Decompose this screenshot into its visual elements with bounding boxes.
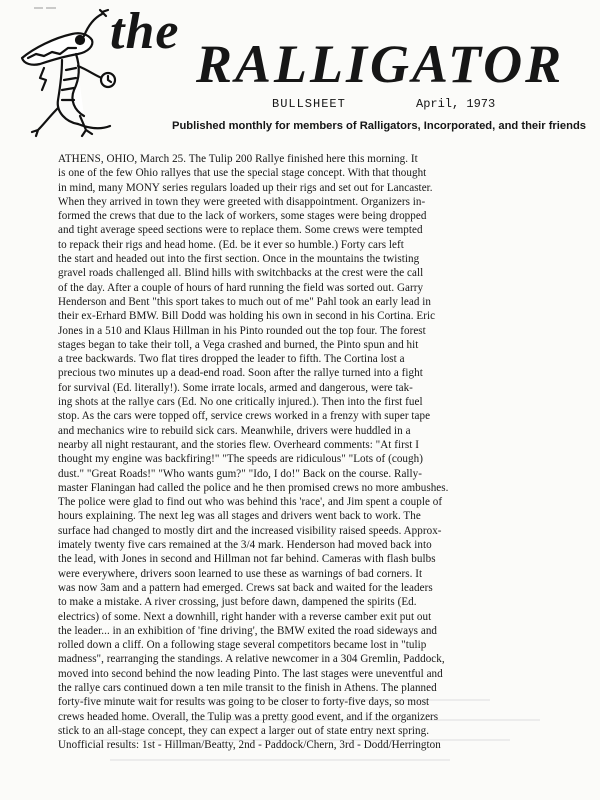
masthead-tagline: Published monthly for members of Ralligators, Incorporated, and their friends	[172, 120, 586, 132]
masthead-title-small: the	[110, 3, 180, 60]
article-line: in mind, many MONY series regulars loaded up their rigs and set out for Lancaster.	[58, 181, 433, 194]
article-line: were everywhere, drivers soon learned to use these as warnings of bad corners. It	[58, 567, 423, 580]
article-line: moved into second behind the now leading Pinto. The last stages were uneventful and	[58, 667, 443, 680]
article-line: Unofficial results: 1st - Hillman/Beatty, 2nd - Paddock/Chern, 3rd - Dodd/Herrington	[58, 739, 441, 752]
article-line: forty-five minute wait for results was going to be closer to forty-five days, so most	[58, 696, 430, 709]
article-line: thought my engine was backfiring!" "The speeds are ridiculous" "Lots of (cough)	[58, 453, 423, 466]
article-line: and mechanics wire to rebuild sick cars. Meanwhile, drivers were huddled in a	[58, 424, 411, 437]
article-line: for survival (Ed. literally!). Some irrate locals, armed and dangerous, were tak-	[58, 381, 413, 394]
masthead-title: RALLIGATOR	[196, 34, 565, 94]
masthead-section: BULLSHEET	[272, 97, 346, 111]
issue-date: April, 1973	[416, 97, 496, 111]
article-line: imately twenty five cars remained at the 3/4 mark. Henderson had moved back into	[58, 539, 432, 552]
article-line: stop. As the cars were topped off, service crews worked in a frenzy with super tape	[58, 410, 431, 423]
article-line: dust." "Great Roads!" "Who wants gum?" "Ido, I do!" Back on the course. Rally-	[58, 467, 423, 480]
article-body	[58, 152, 598, 752]
article-line: of the day. After a couple of hours of hard running the field was sorted out. Garry	[58, 281, 424, 294]
article-line: Jones in a 510 and Klaus Hillman in his Pinto rounded out the top four. The forest	[58, 324, 426, 337]
article-line: The police were glad to find out who was behind this 'race', and Jim spent a couple of	[58, 496, 443, 509]
article-line: master Flaningan had called the police and he then promised crews no more ambushes.	[58, 481, 449, 494]
article-line: When they arrived in town they were greeted with disappointment. Organizers in-	[58, 195, 426, 208]
article-line: surface had changed to mostly dirt and the increased visibility raised speeds. Approx-	[58, 524, 442, 537]
article-line: crews headed home. Overall, the Tulip was a pretty good event, and if the organizers	[58, 710, 439, 723]
article-line: hours explaining. The next leg was all stages and drivers went back to work. The	[58, 510, 421, 523]
article-line: rolled down a cliff. On a following stage several competitors became lost in "tulip	[58, 639, 427, 652]
article-line: formed the crews that due to the lack of workers, some stages were being dropped	[58, 210, 427, 223]
article-line: and tight average speed sections were to replace them. Some crews were tempted	[58, 224, 423, 237]
article-line: stages began to take their toll, a Vega crashed and burned, the Pinto spun and hit	[58, 338, 419, 351]
bleed-through-texture	[70, 690, 570, 777]
article-line: their ex-Erhard BMW. Bill Dodd was holding his own in second in his Cortina. Eric	[58, 310, 436, 323]
article-line: madness", rearranging the standings. A relative newcomer in a 304 Gremlin, Paddock,	[58, 653, 445, 666]
article-line: the rallye cars continued down a ten mile transit to the finish in Athens. The planned	[58, 681, 437, 694]
article-line: ATHENS, OHIO, March 25. The Tulip 200 Rallye finished here this morning. It	[58, 153, 418, 165]
article-line: nearby all night restaurant, and the stories flew. Overheard comments: "At first I	[58, 438, 419, 451]
article-line: is one of the few Ohio rallyes that use the special stage concept. With that thought	[58, 167, 427, 180]
article-line: stick to an all-stage concept, they can expect a larger out of state entry next spring.	[58, 724, 430, 737]
article-line: the lead, with Jones in second and Hillman not far behind. Cameras with flash bulbs	[58, 553, 436, 566]
article-line: ing shots at the rallye cars (Ed. No one critically injured.). Then into the first fuel	[58, 396, 423, 409]
article-line: a tree backwards. Two flat tires dropped the leader to fifth. The Cortina lost a	[58, 353, 405, 366]
article-line: to repack their rigs and head home. (Ed. be it ever so humble.) Forty cars left	[58, 238, 404, 251]
article-line: the start and headed out into the first section. Once in the mountains the twisting	[58, 253, 420, 266]
article-line: the leader... in an exhibition of 'fine driving', the BMW exited the road sideways and	[58, 624, 438, 637]
article-line: precious two minutes up a dead-end road. Soon after the rallye turned into a fight	[58, 367, 423, 380]
article-line: was now 3am and a pattern had emerged. Crews sat back and waited for the leaders	[58, 581, 433, 594]
article-line: gravel roads challenged all. Blind hills with switchbacks at the crest were the call	[58, 267, 424, 280]
article-line: to make a mistake. A river crossing, just before dawn, dampened the spirits (Ed.	[58, 596, 417, 609]
article-line: electrics) of some. Next a downhill, right hander with a reverse camber exit put out	[58, 610, 432, 623]
article-line: Henderson and Bent "this sport takes to much out of me" Pahl took an early lead in	[58, 295, 432, 308]
